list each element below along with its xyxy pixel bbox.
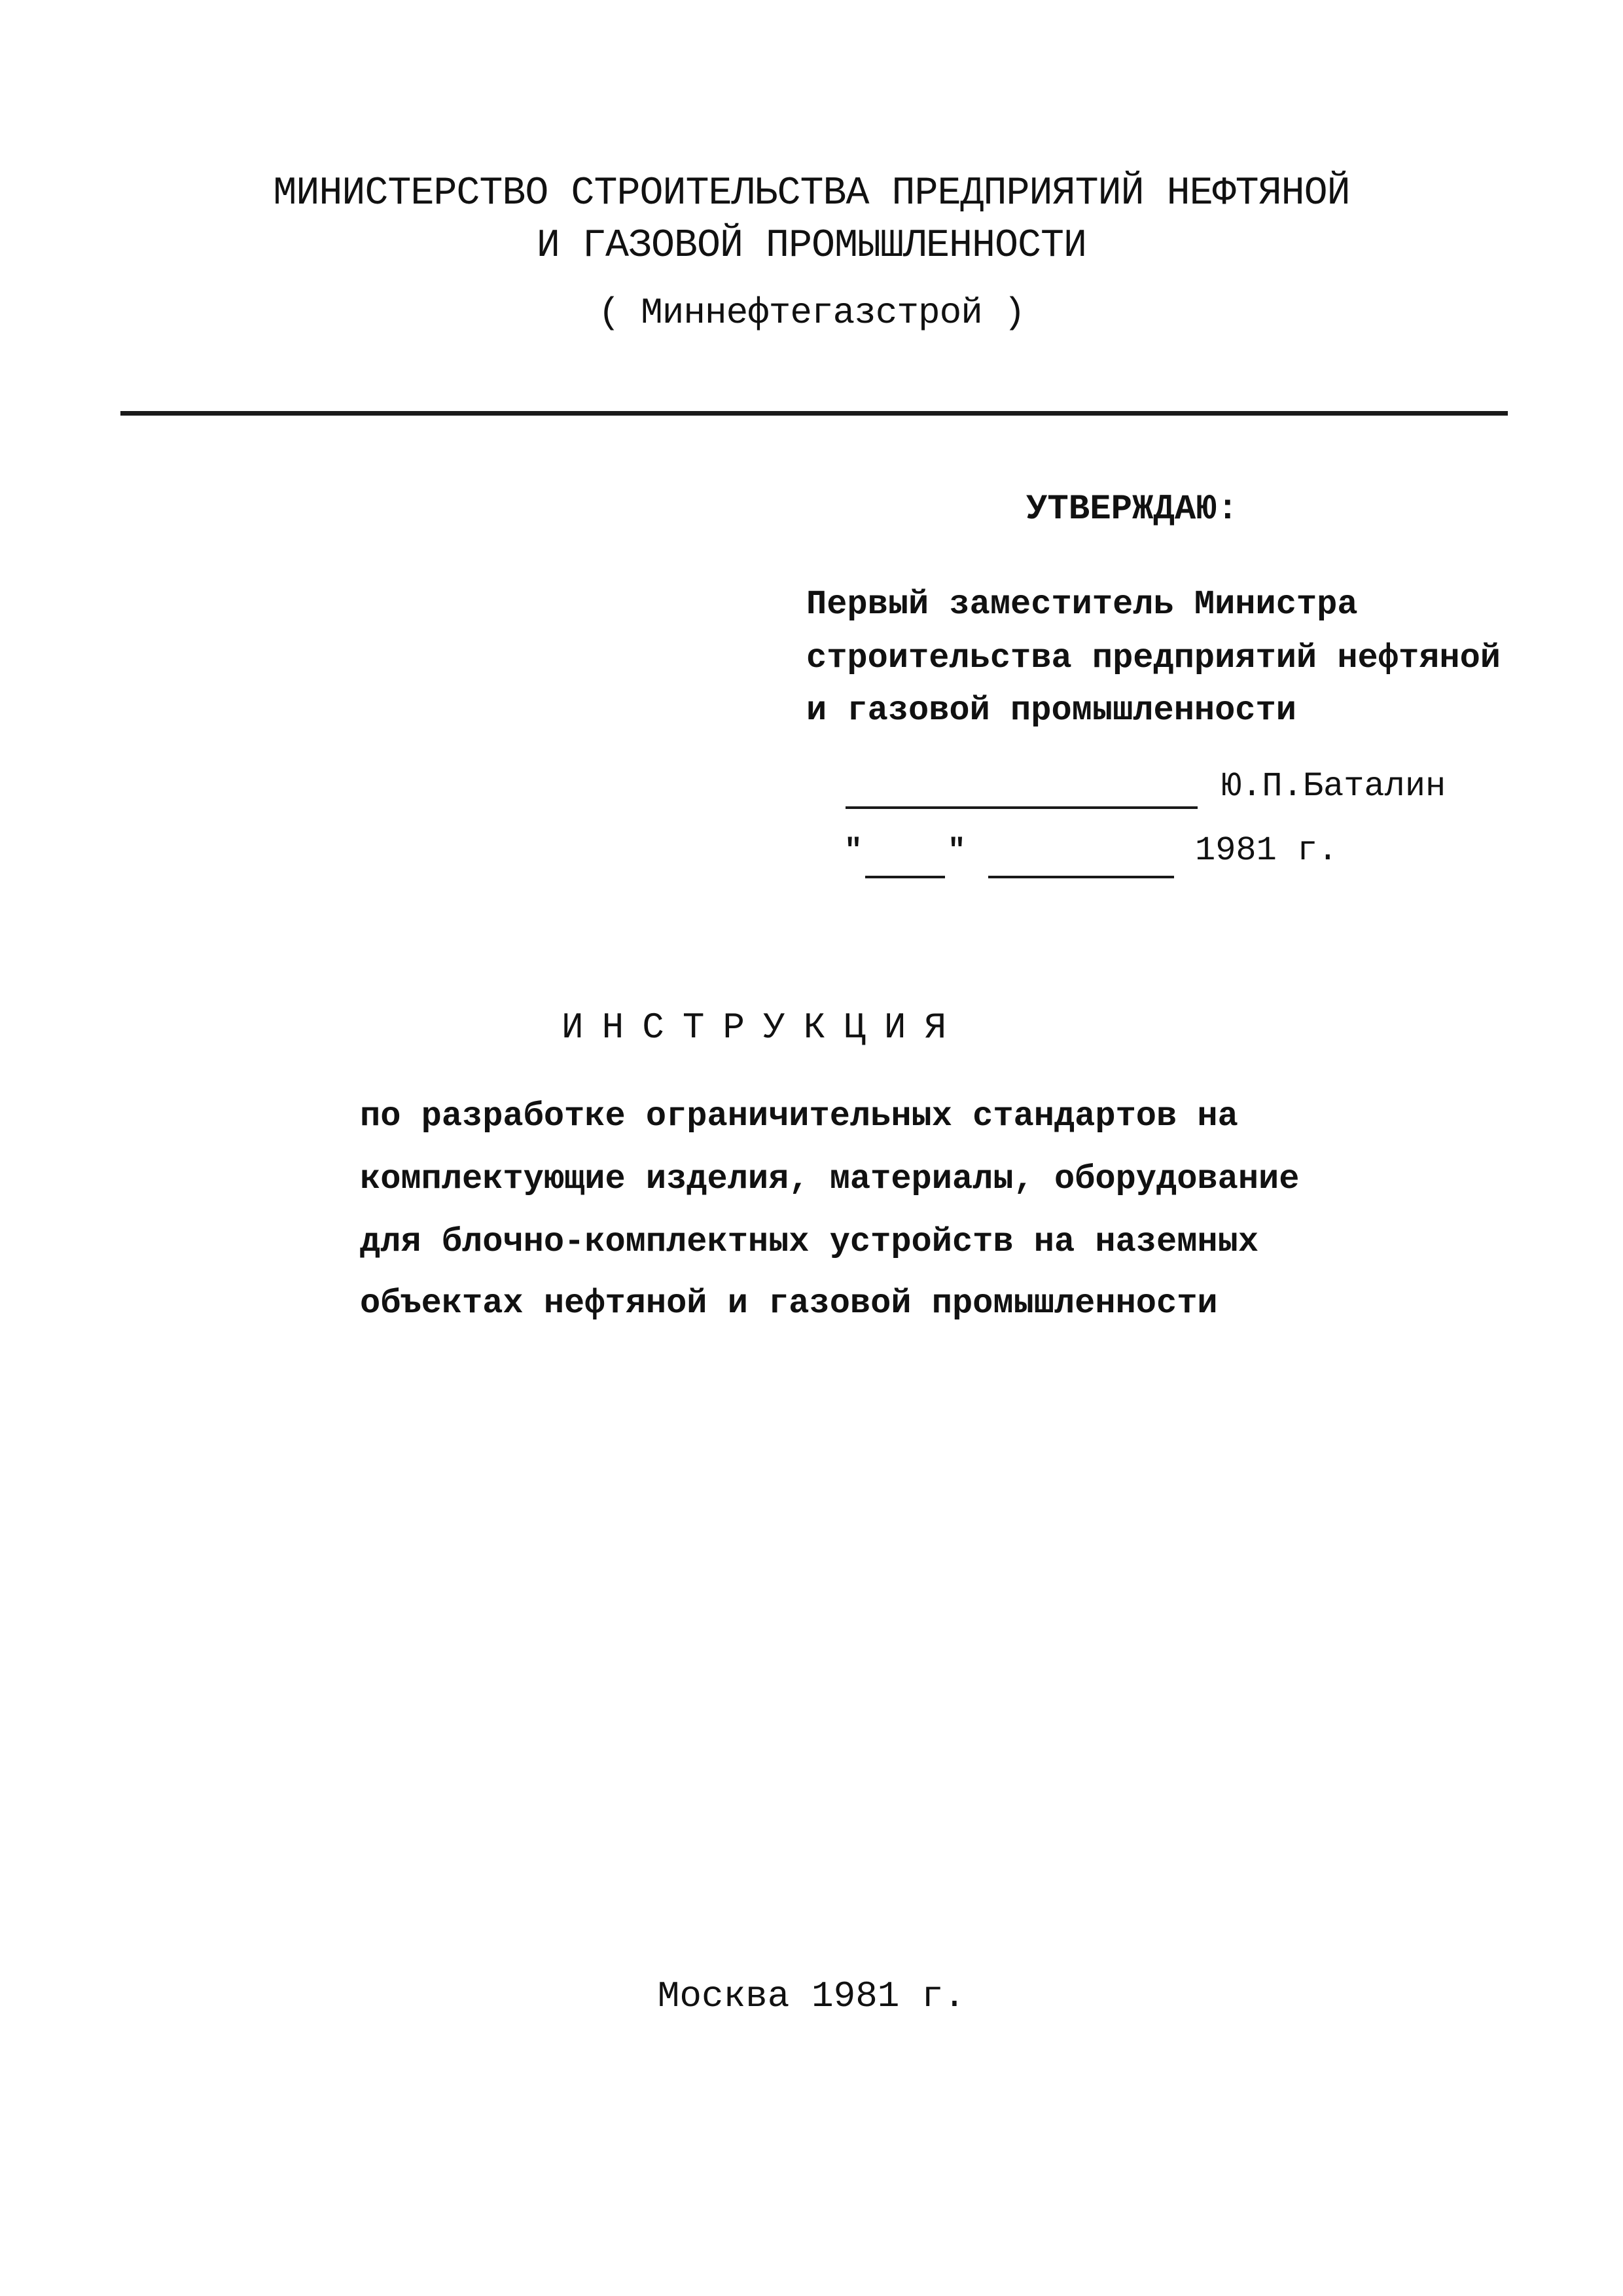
date-open-quote: " — [844, 834, 863, 868]
date-close-quote: " — [948, 834, 966, 868]
month-blank-line — [988, 876, 1174, 878]
document-subject-line: по разработке ограничительных стандартов на — [360, 1097, 1238, 1136]
document-title: ИНСТРУКЦИЯ — [562, 1007, 965, 1049]
approval-label: УТВЕРЖДАЮ: — [1026, 490, 1239, 529]
document-subject-line: объектах нефтяной и газовой промышленности — [360, 1284, 1218, 1323]
ministry-name-line-1: МИНИСТЕРСТВО СТРОИТЕЛЬСТВА ПРЕДПРИЯТИЙ НЕФТЯНОЙ — [273, 171, 1350, 216]
ministry-abbreviation: ( Миннефтегазстрой ) — [597, 292, 1026, 334]
signature-blank-line — [846, 806, 1198, 809]
signer-name: Ю.П.Баталин — [1221, 767, 1446, 806]
approver-title-line: строительства предприятий нефтяной — [806, 639, 1501, 677]
document-subject-line: комплектующие изделия, материалы, оборудование — [360, 1160, 1300, 1198]
approval-year: 1981 г. — [1195, 831, 1338, 870]
approver-title-line: Первый заместитель Министра — [806, 585, 1358, 624]
header-divider — [120, 411, 1508, 416]
day-blank-line — [865, 876, 945, 878]
approver-title-line: и газовой промышленности — [806, 691, 1296, 730]
ministry-name-line-2: И ГАЗОВОЙ ПРОМЫШЛЕННОСТИ — [536, 224, 1087, 268]
document-subject-line: для блочно-комплектных устройств на наземных — [360, 1223, 1259, 1261]
place-and-year: Москва 1981 г. — [657, 1975, 966, 2017]
